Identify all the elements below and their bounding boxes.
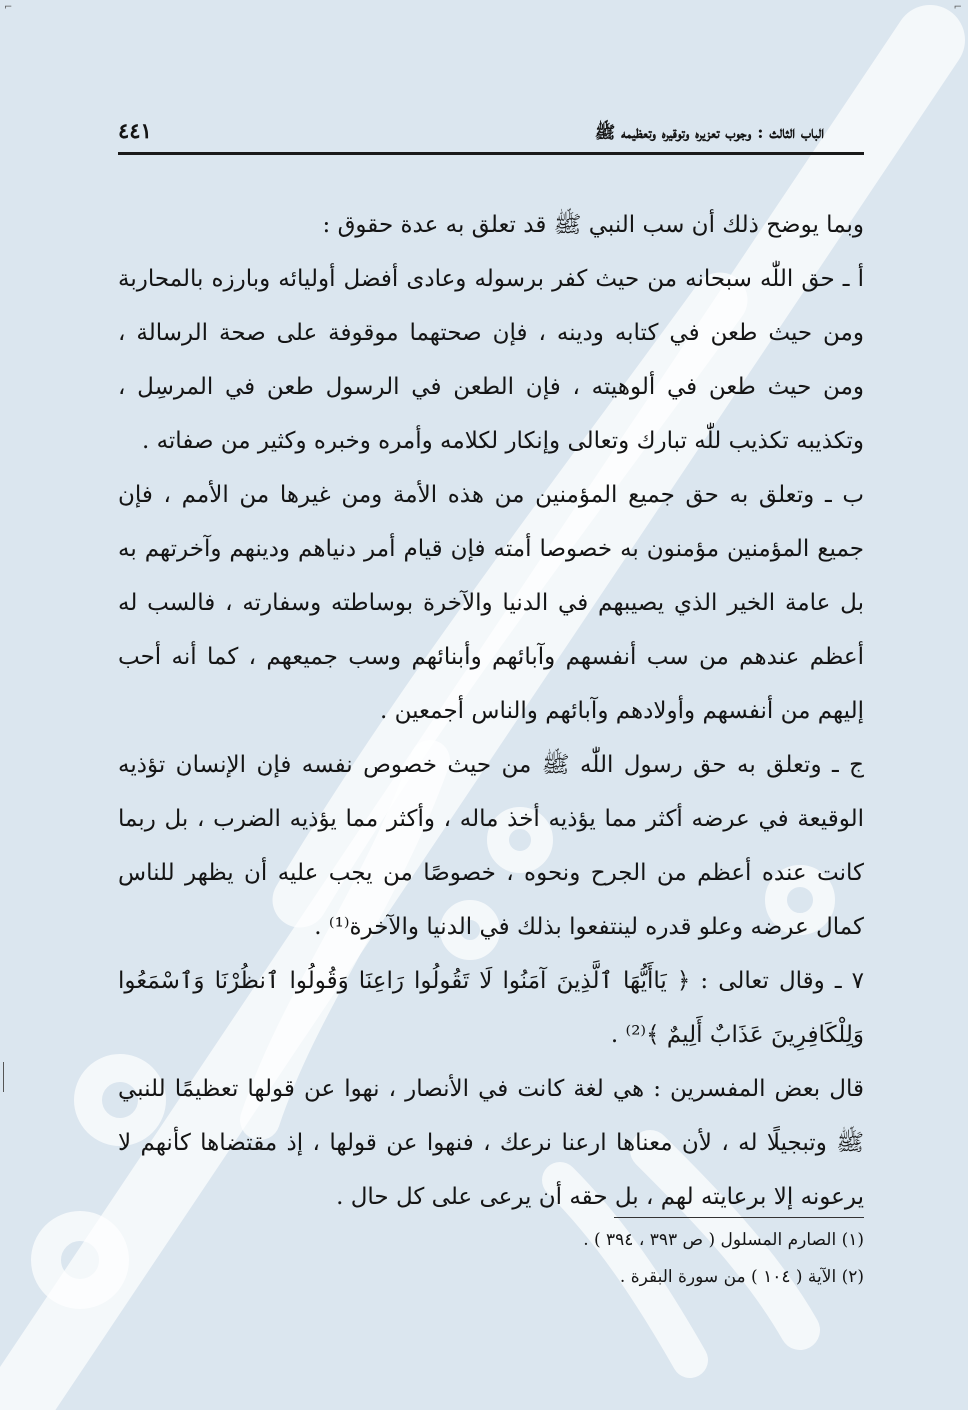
edge-mark: [3, 1062, 4, 1092]
paragraph: قال بعض المفسرين : هي لغة كانت في الأنصار ، نهوا عن قولها تعظيمًا للنبي ﷺ وتبجيلًا له ، لأن معناها ارعنا نرعك ، فنهوا عن قولها ، إذ مقتضاها كأنهم لا يرعونه إلا برعايته لهم ، بل حقه أن يرعى على كل حال .: [118, 1076, 864, 1210]
paragraph: أ ـ حق اللّٰه سبحانه من حيث كفر برسوله وعادى أفضل أوليائه وبارزه بالمحاربة ومن حيث طعن في كتابه ودينه ، فإن صحتهما موقوفة على صحة الرسالة ، ومن حيث طعن في ألوهيته ، فإن الطعن في الرسول طعن في المرسِل ، وتكذيبه تكذيب للّٰه تبارك وتعالى وإنكار لكلامه وأمره وخبره وكثير من صفاته .: [118, 266, 864, 454]
body-text: [118, 198, 864, 1224]
footnotes: [118, 1222, 864, 1296]
header-rule: [118, 152, 864, 155]
footnote-rule: [614, 1217, 864, 1218]
paragraph: وبما يوضح ذلك أن سب النبي ﷺ قد تعلق به عدة حقوق :: [322, 212, 864, 238]
corner-mark: ⌐: [953, 2, 962, 13]
page-number: ٤٤١: [118, 118, 152, 143]
corner-mark: ⌐: [4, 2, 13, 13]
footnote: (٢) الآية ( ١٠٤ ) من سورة البقرة .: [619, 1267, 864, 1287]
footnote: (١) الصارم المسلول ( ص ٣٩٣ ، ٣٩٤ ) .: [583, 1230, 864, 1250]
running-title: الباب الثالث : وجوب تعزيره وتوقيره وتعظيمه ﷺ: [594, 123, 824, 143]
paragraph: ب ـ وتعلق به حق جميع المؤمنين من هذه الأمة ومن غيرها من الأمم ، فإن جميع المؤمنين مؤمنون به خصوصا أمته فإن قيام أمر دنياهم ودينهم وآخرتهم به بل عامة الخير الذي يصيبهم في الدنيا والآخرة بوساطته وسفارته ، فالسب له أعظم عندهم من سب أنفسهم وآبائهم وأبنائهم وسب جميعهم ، كما أنه أحب إليهم من أنفسهم وأولادهم وآبائهم والناس أجمعين .: [118, 482, 864, 724]
paragraph: ج ـ وتعلق به حق رسول اللّٰه ﷺ من حيث خصوص نفسه فإن الإنسان تؤذيه الوقيعة في عرضه أكثر مما يؤذيه أخذ ماله ، وأكثر مما يؤذيه الضرب ، بل ربما كانت عنده أعظم من الجرح ونحوه ، خصوصًا من يجب عليه أن يظهر للناس كمال عرضه وعلو قدره لينتفعوا بذلك في الدنيا والآخرة⁽¹⁾ .: [118, 752, 864, 940]
page-header: [118, 118, 864, 156]
page-content: [118, 118, 864, 1378]
paragraph: ٧ ـ وقال تعالى : ﴿ يَاأَيُّهَا ٱلَّذِينَ آمَنُوا لَا تَقُولُوا رَاعِنَا وَقُولُوا ٱنظُرْنَا وَٱسْمَعُوا وَلِلْكَافِرِينَ عَذَابٌ أَلِيمٌ ﴾⁽²⁾ .: [118, 968, 864, 1048]
